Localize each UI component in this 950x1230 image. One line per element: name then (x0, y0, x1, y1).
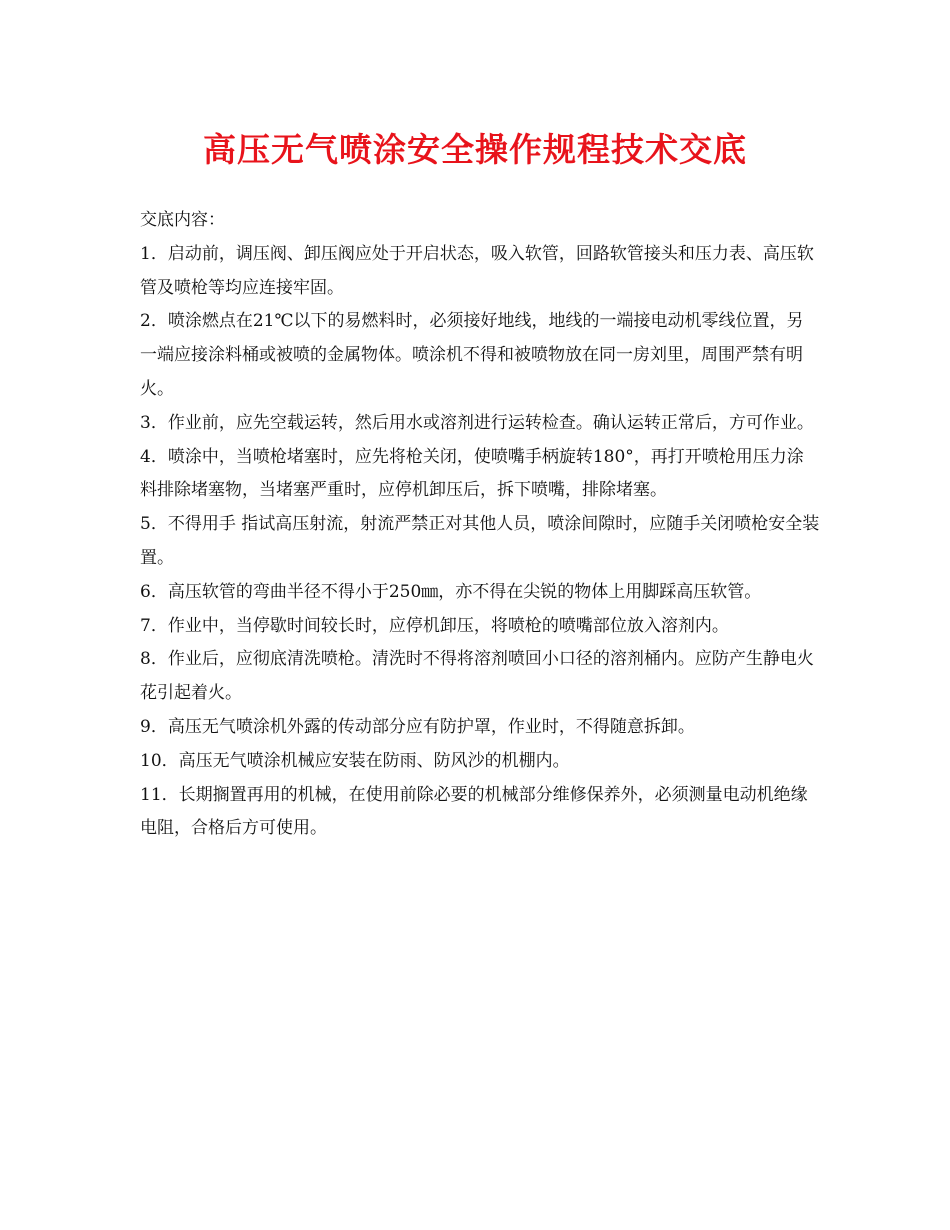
document-body (140, 204, 820, 846)
clause-9: 9．高压无气喷涂机外露的传动部分应有防护罩，作业时，不得随意拆卸。 (140, 716, 695, 737)
clause-10: 10．高压无气喷涂机械应安装在防雨、防风沙的机棚内。 (140, 750, 570, 771)
clause-3: 3．作业前，应先空载运转，然后用水或溶剂进行运转检查。确认运转正常后，方可作业。 (140, 412, 814, 433)
document-title: 高压无气喷涂安全操作规程技术交底 (203, 130, 747, 169)
clause-11: 11．长期搁置再用的机械，在使用前除必要的机械部分维修保养外，必须测量电动机绝缘电阻，合格后方可使用。 (140, 784, 808, 839)
clause-6: 6．高压软管的弯曲半径不得小于250㎜，亦不得在尖锐的物体上用脚踩高压软管。 (140, 581, 762, 602)
intro-label: 交底内容： (140, 210, 225, 230)
clause-1: 1．启动前，调压阀、卸压阀应处于开启状态，吸入软管，回路软管接头和压力表、高压软管及喷枪等均应连接牢固。 (140, 243, 814, 298)
clause-7: 7．作业中，当停歇时间较长时，应停机卸压，将喷枪的喷嘴部位放入溶剂内。 (140, 615, 729, 636)
clause-2: 2．喷涂燃点在21℃以下的易燃料时，必须接好地线，地线的一端接电动机零线位置，另一端应接涂料桶或被喷的金属物体。喷涂机不得和被喷物放在同一房刘里，周围严禁有明火。 (140, 311, 804, 399)
clause-5: 5．不得用手 指试高压射流，射流严禁正对其他人员，喷涂间隙时，应随手关闭喷枪安全装置。 (140, 514, 820, 568)
clause-4: 4．喷涂中，当喷枪堵塞时，应先将枪关闭，使喷嘴手柄旋转180°，再打开喷枪用压力涂料排除堵塞物，当堵塞严重时，应停机卸压后，拆下喷嘴，排除堵塞。 (140, 446, 804, 501)
clause-8: 8．作业后，应彻底清洗喷枪。清洗时不得将溶剂喷回小口径的溶剂桶内。应防产生静电火花引起着火。 (140, 649, 814, 704)
